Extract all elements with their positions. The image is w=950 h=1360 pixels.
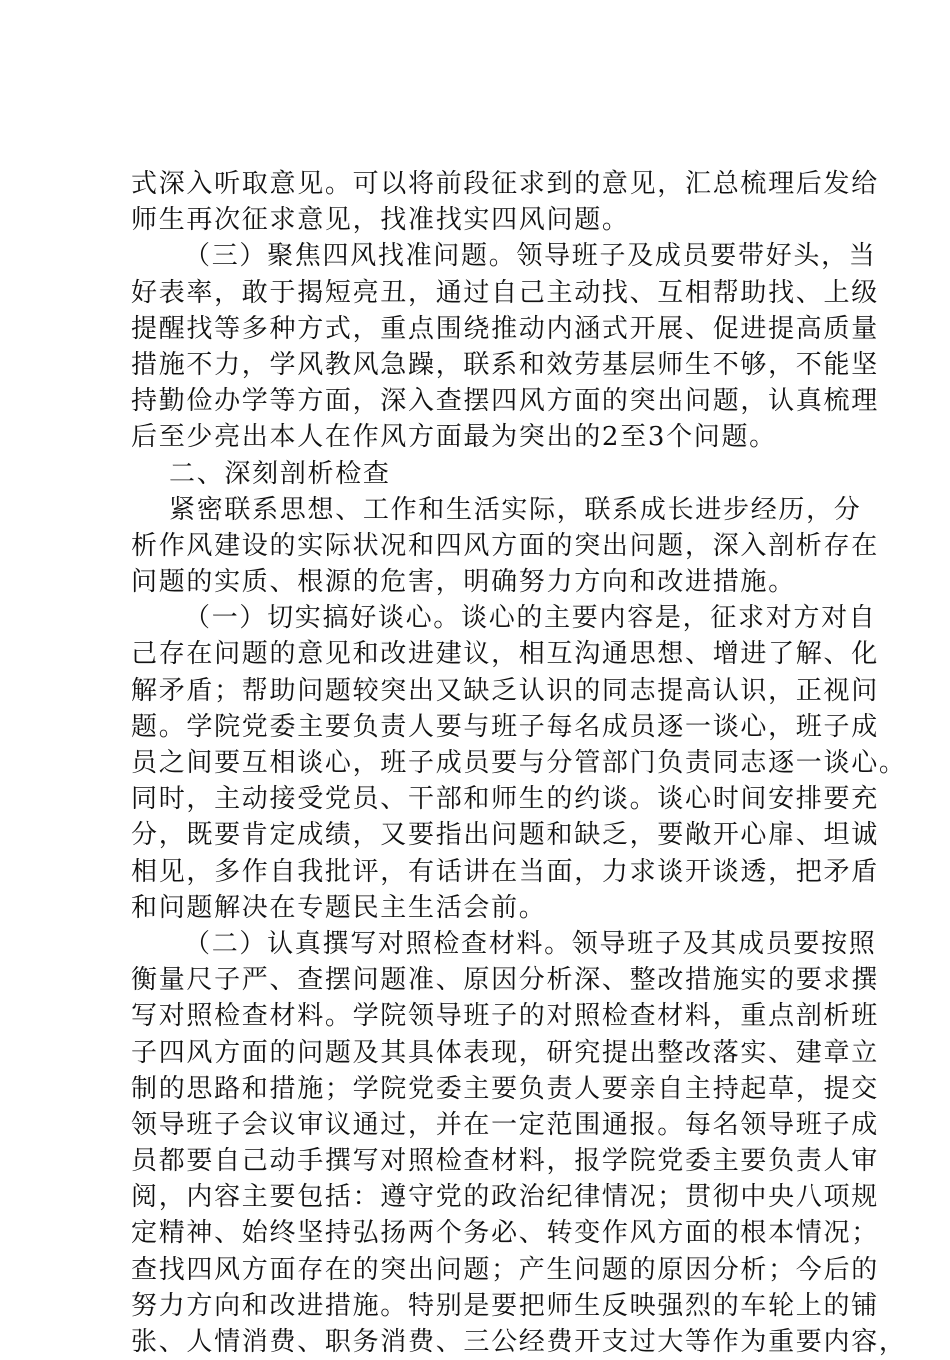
text-line: 制的思路和措施；学院党委主要负责人要亲自主持起草，提交 xyxy=(131,1073,879,1104)
text-line: 努力方向和改进措施。特别是要把师生反映强烈的车轮上的铺 xyxy=(131,1290,879,1321)
paragraph-start-line: 紧密联系思想、工作和生活实际，联系成长进步经历，分 xyxy=(169,494,862,525)
text-line: 员都要自己动手撰写对照检查材料，报学院党委主要负责人审 xyxy=(131,1146,879,1177)
text-line: 写对照检查材料。学院领导班子的对照检查材料，重点剖析班 xyxy=(131,1001,879,1032)
text-line: 子四风方面的问题及其具体表现，研究提出整改落实、建章立 xyxy=(131,1037,879,1068)
text-line: 持勤俭办学等方面，深入查摆四风方面的突出问题，认真梳理 xyxy=(131,386,879,417)
text-line: 题。学院党委主要负责人要与班子每名成员逐一谈心，班子成 xyxy=(131,711,879,742)
paragraph-start-line: （一）切实搞好谈心。谈心的主要内容是，征求对方对自 xyxy=(184,603,877,634)
text-line: 好表率，敢于揭短亮丑，通过自己主动找、互相帮助找、上级 xyxy=(131,277,879,308)
document-body xyxy=(131,166,907,1360)
text-line: 措施不力，学风教风急躁，联系和效劳基层师生不够，不能坚 xyxy=(131,349,879,380)
paragraph-start-line: （二）认真撰写对照检查材料。领导班子及其成员要按照 xyxy=(184,928,877,959)
text-line: 张、人情消费、职务消费、三公经费开支过大等作为重要内容， xyxy=(131,1327,907,1357)
text-line: 领导班子会议审议通过，并在一定范围通报。每名领导班子成 xyxy=(131,1109,879,1140)
paragraph-start-line: （三）聚焦四风找准问题。领导班子及成员要带好头，当 xyxy=(184,241,877,272)
text-line: 和问题解决在专题民主生活会前。 xyxy=(131,892,547,923)
text-line: 师生再次征求意见，找准找实四风问题。 xyxy=(131,205,630,236)
text-line: 相见，多作自我批评，有话讲在当面，力求谈开谈透，把矛盾 xyxy=(131,856,879,887)
text-line: 员之间要互相谈心，班子成员要与分管部门负责同志逐一谈心。 xyxy=(131,748,907,778)
text-line: 同时，主动接受党员、干部和师生的约谈。谈心时间安排要充 xyxy=(131,784,879,815)
text-line: 问题的实质、根源的危害，明确努力方向和改进措施。 xyxy=(131,567,796,598)
text-line: 解矛盾；帮助问题较突出又缺乏认识的同志提高认识，正视问 xyxy=(131,675,879,706)
text-line: 己存在问题的意见和改进建议，相互沟通思想、增进了解、化 xyxy=(131,639,879,670)
text-line: 查找四风方面存在的突出问题；产生问题的原因分析；今后的 xyxy=(131,1254,879,1285)
text-line: 定精神、始终坚持弘扬两个务必、转变作风方面的根本情况； xyxy=(131,1218,879,1249)
text-line: 阅，内容主要包括：遵守党的政治纪律情况；贯彻中央八项规 xyxy=(131,1182,879,1213)
text-line: 析作风建设的实际状况和四风方面的突出问题，深入剖析存在 xyxy=(131,530,879,561)
text-line: 衡量尺子严、查摆问题准、原因分析深、整改措施实的要求撰 xyxy=(131,965,879,996)
text-line: 式深入听取意见。可以将前段征求到的意见，汇总梳理后发给 xyxy=(131,169,879,199)
text-line: 提醒找等多种方式，重点围绕推动内涵式开展、促进提高质量 xyxy=(131,313,879,344)
text-line: 分，既要肯定成绩，又要指出问题和缺乏，要敞开心扉、坦诚 xyxy=(131,820,879,851)
section-heading: 二、深刻剖析检查 xyxy=(169,458,391,489)
text-line: 后至少亮出本人在作风方面最为突出的2至3个问题。 xyxy=(131,422,777,453)
